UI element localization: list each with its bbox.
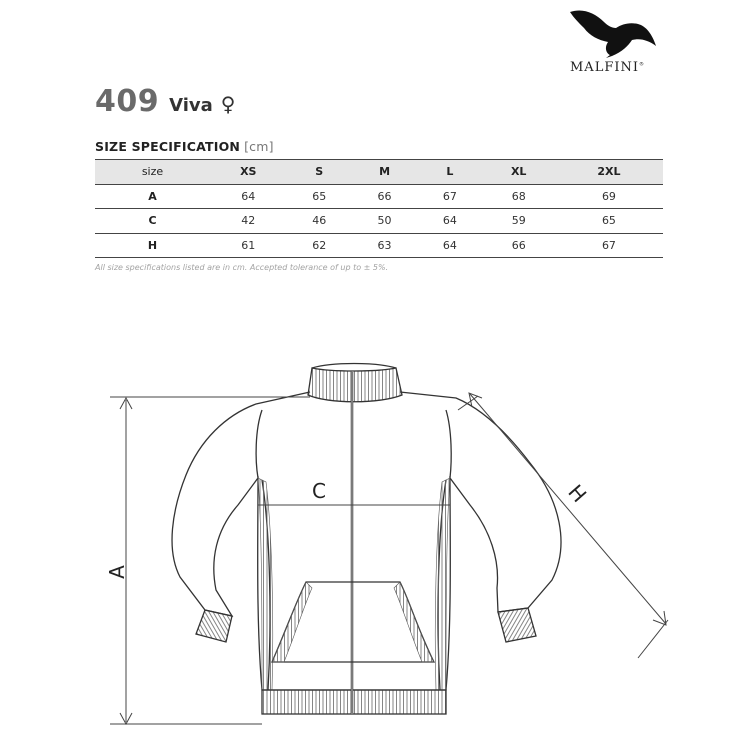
right-cuff	[498, 608, 536, 642]
table-cell: 50	[352, 209, 417, 234]
table-cell: 67	[555, 233, 663, 258]
tolerance-note: All size specifications listed are in cm. Accepted tolerance of up to ± 5%.	[95, 263, 389, 272]
table-header-cell: S	[287, 160, 352, 185]
label-h: H	[563, 479, 592, 507]
row-label: C	[95, 209, 210, 234]
jacket-drawing	[172, 392, 561, 690]
table-cell: 66	[352, 184, 417, 209]
table-cell: 67	[417, 184, 482, 209]
table-cell: 64	[210, 184, 287, 209]
table-cell: 65	[555, 209, 663, 234]
pocket-edge-left	[272, 582, 312, 662]
spec-title-text: SIZE SPECIFICATION	[95, 139, 241, 154]
table-cell: 63	[352, 233, 417, 258]
table-cell: 46	[287, 209, 352, 234]
table-header-cell: 2XL	[555, 160, 663, 185]
collar	[308, 368, 402, 402]
row-label: H	[95, 233, 210, 258]
brand-name: MALFINI®	[570, 60, 645, 75]
table-header-cell: L	[417, 160, 482, 185]
table-cell: 42	[210, 209, 287, 234]
table-cell: 69	[555, 184, 663, 209]
table-cell: 59	[483, 209, 555, 234]
product-name: Viva	[169, 95, 213, 116]
table-cell: 68	[483, 184, 555, 209]
table-cell: 65	[287, 184, 352, 209]
measure-a	[110, 397, 310, 724]
table-cell: 64	[417, 233, 482, 258]
table-cell: 66	[483, 233, 555, 258]
waistband	[262, 690, 446, 714]
spec-unit: [cm]	[244, 139, 274, 154]
table-cell: 64	[417, 209, 482, 234]
row-label: A	[95, 184, 210, 209]
female-symbol-icon: ♀	[220, 92, 236, 116]
table-cell: 61	[210, 233, 287, 258]
table-header-cell: XL	[483, 160, 555, 185]
product-code: 409	[95, 84, 160, 119]
table-header-cell: size	[95, 160, 210, 185]
left-cuff	[196, 610, 232, 642]
collar-top	[312, 364, 396, 369]
label-a: A	[105, 565, 129, 579]
pocket-edge-right	[394, 582, 434, 662]
table-header-cell: XS	[210, 160, 287, 185]
table-header-cell: M	[352, 160, 417, 185]
measure-h	[458, 393, 668, 658]
table-cell: 62	[287, 233, 352, 258]
label-c: C	[312, 479, 326, 503]
